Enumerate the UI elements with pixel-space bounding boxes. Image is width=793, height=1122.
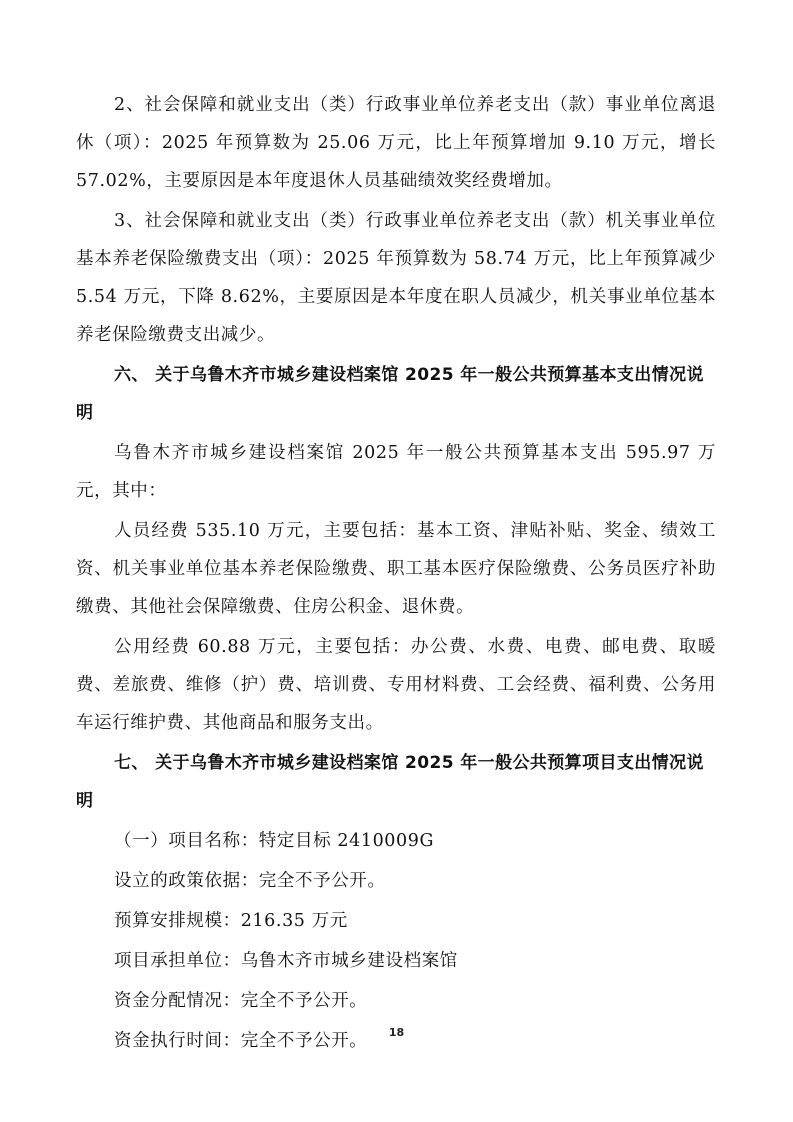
paragraph-personnel-expenses: 人员经费 535.10 万元，主要包括：基本工资、津贴补贴、奖金、绩效工资、机关事业单位基本养老保险缴费、职工基本医疗保险缴费、公务员医疗补助缴费、其他社会保障缴费、住房公积金、退休费。 — [76, 521, 716, 617]
paragraph-public-expenses: 公用经费 60.88 万元，主要包括：办公费、水费、电费、邮电费、取暖费、差旅费、维修（护）费、培训费、专用材料费、工会经费、福利费、公务用车运行维护费、其他商品和服务支出。 — [76, 637, 716, 733]
paragraph-budget-scale: 预算安排规模：216.35 万元 — [114, 911, 348, 931]
paragraph-project-name: （一）项目名称：特定目标 2410009G — [114, 831, 435, 851]
document-body — [76, 86, 716, 1060]
paragraph-pension-retirement: 2、社会保障和就业支出（类）行政事业单位养老支出（款）事业单位离退休（项）：2025 年预算数为 25.06 万元，比上年预算增加 9.10 万元，增长 57.02%，主要原因是本年度退休人员基础绩效奖经费增加。 — [76, 95, 716, 191]
paragraph-fund-allocation: 资金分配情况：完全不予公开。 — [114, 991, 368, 1011]
paragraph-policy-basis: 设立的政策依据：完全不予公开。 — [114, 871, 386, 891]
section-heading-project-expenditure: 七、 关于乌鲁木齐市城乡建设档案馆 2025 年一般公共预算项目支出情况说明 — [76, 753, 704, 811]
paragraph-fund-execution-time: 资金执行时间：完全不予公开。 — [114, 1031, 368, 1051]
paragraph-responsible-unit: 项目承担单位：乌鲁木齐市城乡建设档案馆 — [114, 951, 458, 971]
section-heading-basic-expenditure: 六、 关于乌鲁木齐市城乡建设档案馆 2025 年一般公共预算基本支出情况说明 — [76, 365, 704, 423]
paragraph-pension-insurance: 3、社会保障和就业支出（类）行政事业单位养老支出（款）机关事业单位基本养老保险缴费支出（项）：2025 年预算数为 58.74 万元，比上年预算减少 5.54 万元，下降 8.62%，主要原因是本年度在职人员减少，机关事业单位基本养老保险缴费支出减少。 — [76, 211, 716, 345]
page-number: 18 — [388, 1026, 405, 1039]
paragraph-basic-expenditure-total: 乌鲁木齐市城乡建设档案馆 2025 年一般公共预算基本支出 595.97 万元，其中： — [76, 443, 716, 501]
